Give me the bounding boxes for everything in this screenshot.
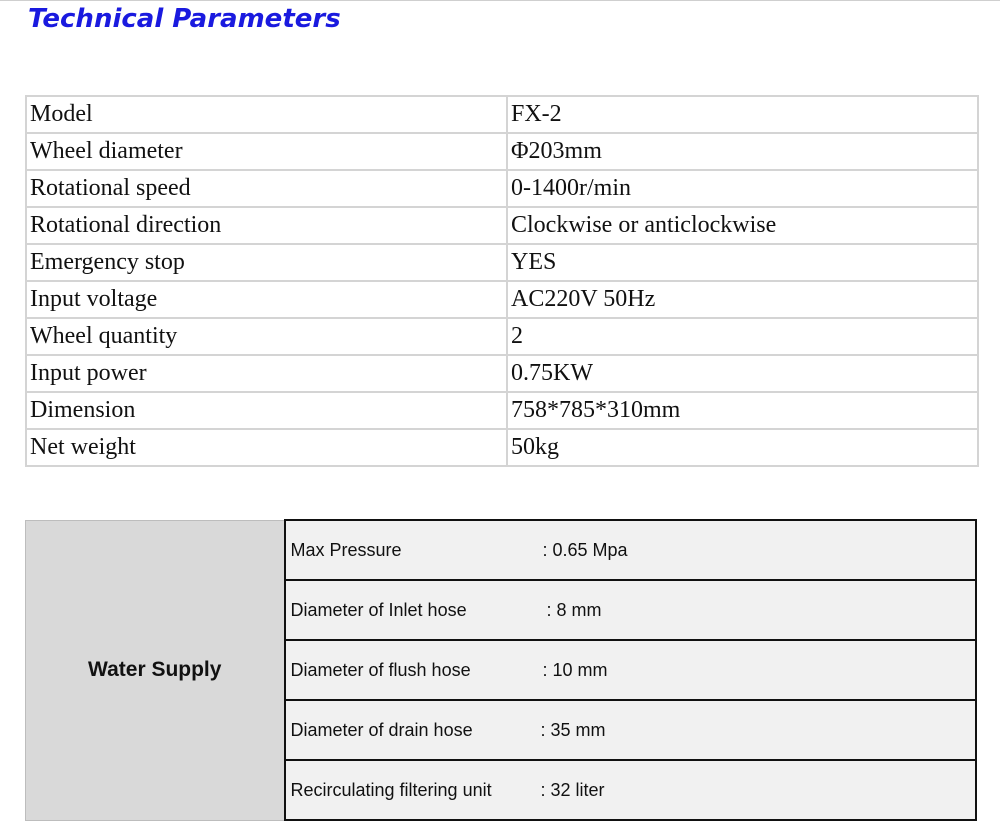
water-supply-title: Water Supply: [26, 520, 285, 820]
table-row: [26, 520, 977, 580]
table-row: [26, 281, 978, 318]
water-item: [285, 640, 977, 700]
water-item: [285, 700, 977, 760]
table-row: [26, 207, 978, 244]
water-item: [285, 760, 977, 820]
table-row: [26, 244, 978, 281]
spec-value: 0.75KW: [507, 355, 978, 392]
spec-label: Rotational speed: [26, 170, 507, 207]
spec-value: Φ203mm: [507, 133, 978, 170]
spec-value: YES: [507, 244, 978, 281]
water-item-label: Diameter of Inlet hose: [290, 599, 467, 620]
spec-table: [25, 95, 979, 467]
spec-label: Emergency stop: [26, 244, 507, 281]
spec-value: 758*785*310mm: [507, 392, 978, 429]
water-item-label: Max Pressure: [290, 539, 402, 560]
page-title: Technical Parameters: [28, 4, 341, 34]
spec-label: Wheel diameter: [26, 133, 507, 170]
table-row: [26, 392, 978, 429]
spec-label: Dimension: [26, 392, 507, 429]
spec-label: Input power: [26, 355, 507, 392]
spec-label: Net weight: [26, 429, 507, 466]
spec-value: 50kg: [507, 429, 978, 466]
spec-label: Wheel quantity: [26, 318, 507, 355]
table-row: [26, 133, 978, 170]
water-item-value: : 10 mm: [542, 659, 608, 680]
spec-label: Rotational direction: [26, 207, 507, 244]
table-row: [26, 170, 978, 207]
spec-label: Model: [26, 96, 507, 133]
table-row: [26, 355, 978, 392]
water-item: [285, 580, 977, 640]
spec-value: 0-1400r/min: [507, 170, 978, 207]
spec-value: Clockwise or anticlockwise: [507, 207, 978, 244]
spec-value: AC220V 50Hz: [507, 281, 978, 318]
table-row: [26, 318, 978, 355]
water-item-value: : 0.65 Mpa: [542, 539, 628, 560]
top-divider: [0, 0, 1000, 1]
water-item-value: : 8 mm: [546, 599, 602, 620]
spec-label: Input voltage: [26, 281, 507, 318]
table-row: [26, 96, 978, 133]
water-item: [285, 520, 977, 580]
water-item-label: Recirculating filtering unit: [290, 779, 492, 800]
table-row: [26, 429, 978, 466]
water-item-value: : 35 mm: [540, 719, 606, 740]
water-item-label: Diameter of flush hose: [290, 659, 471, 680]
spec-value: FX-2: [507, 96, 978, 133]
water-item-label: Diameter of drain hose: [290, 719, 473, 740]
water-item-value: : 32 liter: [540, 779, 605, 800]
water-supply-table: [25, 519, 977, 821]
spec-value: 2: [507, 318, 978, 355]
